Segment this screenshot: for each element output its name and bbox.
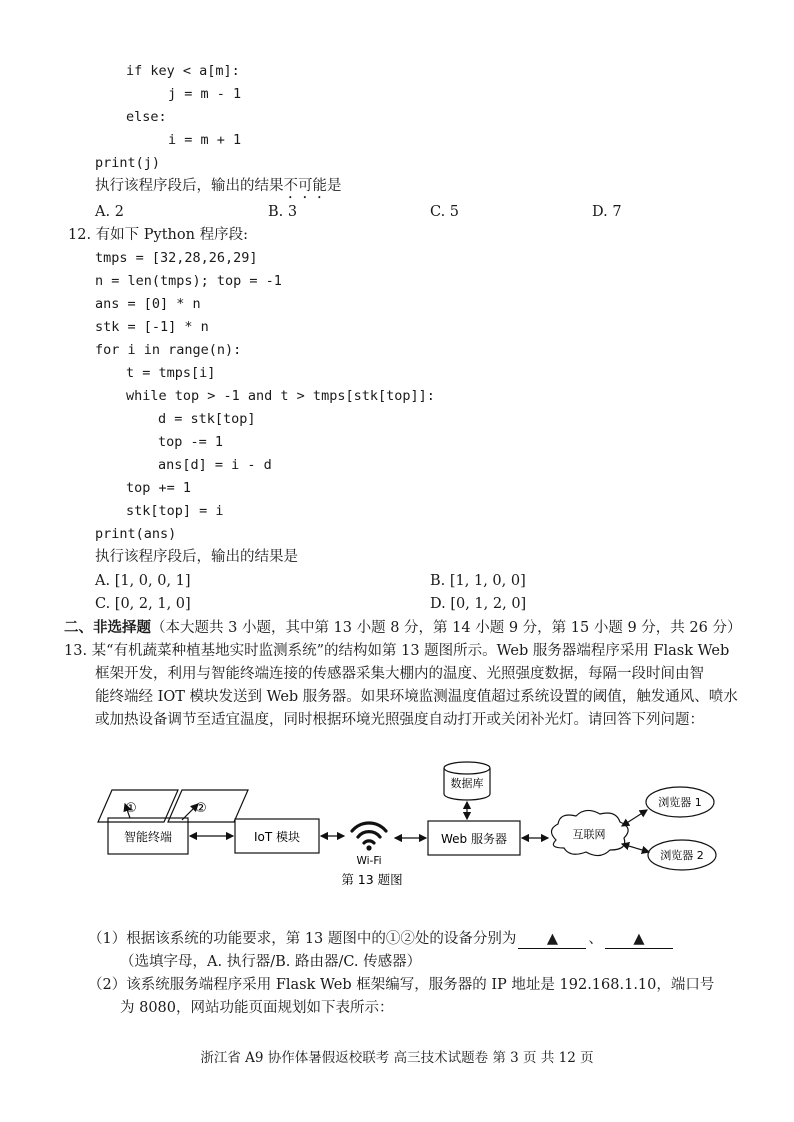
q12-option-c: C. [0, 2, 1, 0]	[95, 596, 191, 612]
q12-option-a: A. [1, 0, 0, 1]	[95, 573, 191, 589]
q13-stem-line: 或加热设备调节至适宜温度，同时根据环境光照强度自动打开或关闭补光灯。请回答下列问题：	[95, 712, 704, 728]
q12-code-line: print(ans)	[95, 526, 177, 542]
q11-question	[95, 175, 342, 202]
wifi-dot	[366, 845, 371, 850]
section-heading	[64, 617, 741, 639]
database-top	[444, 762, 490, 774]
wifi-icon	[352, 823, 386, 843]
browser-1-label: 浏览器 1	[658, 796, 702, 809]
internet-label: 互联网	[572, 828, 606, 841]
q13-stem-line: 能终端经 IOT 模块发送到 Web 服务器。如果环境监测温度值超过系统设置的阈值，触发通风、喷水	[95, 689, 738, 705]
database-label: 数据库	[450, 777, 484, 790]
q12-code-line: top -= 1	[158, 434, 224, 450]
device-1-label: ①	[125, 801, 137, 816]
q13-stem-line: 13. 某“有机蔬菜种植基地实时监测系统”的结构如第 13 题图所示。Web 服务器端程序采用 Flask Web	[64, 643, 730, 659]
q12-code-line: t = tmps[i]	[126, 365, 216, 381]
q12-option-d: D. [0, 1, 2, 0]	[430, 596, 527, 612]
q12-question: 执行该程序段后，输出的结果是	[95, 549, 298, 565]
q11-code-line: if key < a[m]:	[126, 63, 240, 79]
q13-sub2-line: （2）该系统服务端程序采用 Flask Web 框架编写，服务器的 IP 地址是 192.168.1.10，端口号	[88, 977, 715, 993]
q12-code-line: ans[d] = i - d	[158, 457, 272, 473]
q11-code-line: print(j)	[95, 155, 161, 171]
q12-code-line: tmps = [32,28,26,29]	[95, 250, 258, 266]
q13-sub2-line: 为 8080，网站功能页面规划如下表所示：	[120, 1000, 394, 1016]
wifi-label: Wi-Fi	[356, 855, 382, 867]
q11-option-b: B. 3	[268, 204, 298, 220]
q12-stem: 12. 有如下 Python 程序段:	[68, 227, 248, 243]
q11-question-post: 是	[327, 178, 342, 194]
q12-code-line: ans = [0] * n	[95, 296, 201, 312]
device-2-label: ②	[195, 801, 207, 816]
browser-2-label: 浏览器 2	[660, 849, 704, 862]
iot-label: IoT 模块	[253, 830, 301, 844]
q11-option-c: C. 5	[430, 204, 460, 220]
page-footer: 浙江省 A9 协作体暑假返校联考 高三技术试题卷 第 3 页 共 12 页	[200, 1050, 594, 1066]
q13-sub1-text: （1）根据该系统的功能要求，第 13 题图中的①②处的设备分别为	[88, 931, 517, 947]
q11-option-d: D. 7	[592, 204, 622, 220]
q13-sub1-separator: 、	[588, 931, 603, 947]
q13-stem-line: 框架开发，利用与智能终端连接的传感器采集大棚内的温度、光照强度数据，每隔一段时间由智	[95, 666, 704, 682]
q12-code-line: d = stk[top]	[158, 411, 256, 427]
q12-code-line: stk = [-1] * n	[95, 319, 209, 335]
q11-code-line: else:	[126, 109, 167, 125]
q12-code-line: n = len(tmps); top = -1	[95, 273, 282, 289]
q12-option-b: B. [1, 1, 0, 0]	[430, 573, 526, 589]
q13-structure-diagram	[0, 740, 794, 900]
q12-code-line: stk[top] = i	[126, 503, 224, 519]
terminal-label: 智能终端	[123, 830, 173, 844]
q12-code-line: while top > -1 and t > tmps[stk[top]]:	[126, 388, 435, 404]
q12-code-line: for i in range(n):	[95, 342, 242, 358]
q11-option-a: A. 2	[95, 204, 124, 220]
section-description: （本大题共 3 小题，其中第 13 小题 8 分，第 14 小题 9 分，第 15 小题 9 分，共 26 分）	[151, 620, 742, 636]
section-title: 二、非选择题	[64, 619, 151, 636]
q13-sub1-hint: （选填字母，A. 执行器/B. 路由器/C. 传感器）	[120, 954, 422, 970]
server-label: Web 服务器	[441, 832, 507, 846]
answer-blank-1[interactable]: ▲	[518, 930, 586, 949]
q11-code-line: i = m + 1	[168, 132, 242, 148]
q11-code-line: j = m - 1	[168, 86, 242, 102]
diagram-caption: 第 13 题图	[341, 872, 403, 887]
q11-question-pre: 执行该程序段后，输出的结果	[95, 178, 284, 194]
q13-sub1	[88, 928, 675, 950]
q11-question-emphasis: 不可能	[283, 178, 327, 194]
answer-blank-2[interactable]: ▲	[605, 930, 673, 949]
device-2-shape	[168, 790, 248, 822]
device-1-shape	[98, 790, 178, 822]
q12-code-line: top += 1	[126, 480, 192, 496]
